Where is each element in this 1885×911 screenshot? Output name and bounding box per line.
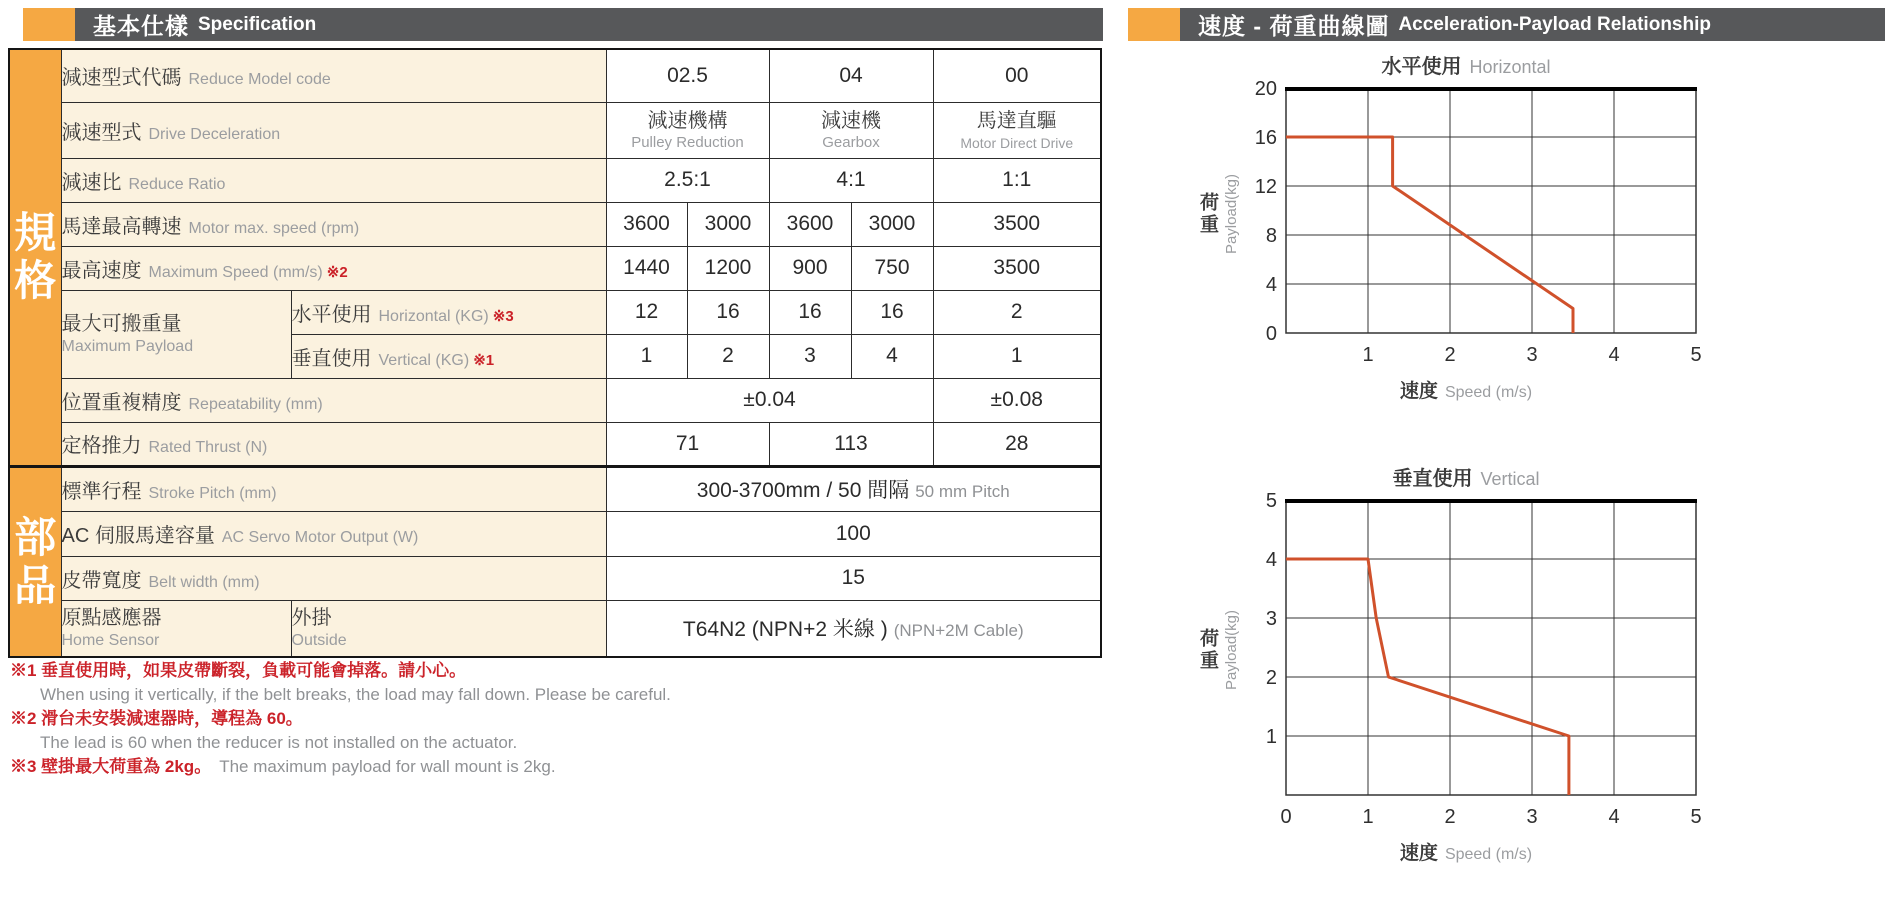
footnote-1-en: When using it vertically, if the belt breaks, the load may fall down. Please be careful. [40,685,671,704]
cell-payload-v-4: 4 [851,334,933,378]
svg-text:4: 4 [1608,806,1620,828]
label-motor-speed: 馬達最高轉速 Motor max. speed (rpm) [61,202,606,246]
row-home-sensor [9,600,1101,657]
footnote-2-en: The lead is 60 when the reducer is not installed on the actuator. [40,733,518,752]
cell-servo-output: 100 [606,511,1101,556]
chart-horizontal-payload [1196,50,1702,403]
label-home-sensor: 原點感應器 Home Sensor [61,600,291,657]
row-belt-width [9,556,1101,600]
chart-title: 垂直使用 Vertical [1392,468,1540,490]
label-payload-horizontal: 水平使用 Horizontal (KG) ※3 [291,290,606,334]
section-label-char: 品 [14,561,57,609]
svg-text:4: 4 [1265,274,1277,296]
footnotes [10,659,671,779]
cell-max-speed-4: 750 [851,246,933,290]
svg-text:3: 3 [1265,608,1277,630]
chart-title: 水平使用 Horizontal [1381,56,1551,78]
cell-thrust-2: 113 [769,422,933,466]
cell-motor-speed-3: 3600 [769,202,851,246]
cell-model-code-1: 02.5 [606,49,769,102]
cell-home-sensor: T64N2 (NPN+2 米線 ) (NPN+2M Cable) [606,600,1101,657]
specification-table [8,48,1102,658]
label-deceleration: 減速型式 Drive Deceleration [61,102,606,158]
label-max-payload: 最大可搬重量 Maximum Payload [61,290,291,378]
svg-text:1: 1 [1265,726,1277,748]
cell-ratio-3: 1:1 [933,158,1101,202]
cell-max-speed-3: 900 [769,246,851,290]
label-stroke: 標準行程 Stroke Pitch (mm) [61,466,606,511]
cell-decel-1: 減速機構 Pulley Reduction [606,102,769,158]
cell-payload-v-5: 1 [933,334,1101,378]
spec-header-title-zh: 基本仕樣 [93,13,189,39]
svg-text:1: 1 [1362,806,1374,828]
cell-thrust-3: 28 [933,422,1101,466]
row-thrust [9,422,1101,466]
label-servo-output: AC 伺服馬達容量 AC Servo Motor Output (W) [61,511,606,556]
cell-max-speed-2: 1200 [687,246,769,290]
cell-repeatability-3: ±0.08 [933,378,1101,422]
svg-text:5: 5 [1265,490,1277,512]
svg-text:5: 5 [1690,806,1702,828]
section-label-char: 部 [14,513,57,561]
plot-area-vertical [1197,490,1702,846]
svg-text:16: 16 [1254,127,1277,149]
section-label-specs [9,49,61,466]
cell-payload-h-2: 16 [687,290,769,334]
cell-model-code-3: 00 [933,49,1101,102]
svg-text:5: 5 [1690,344,1702,366]
cell-payload-h-4: 16 [851,290,933,334]
cell-max-speed-1: 1440 [606,246,687,290]
spec-header-title-en: Specification [198,13,317,35]
svg-text:0: 0 [1265,323,1277,345]
svg-text:12: 12 [1254,176,1277,198]
row-servo-output [9,511,1101,556]
cell-stroke: 300-3700mm / 50 間隔 50 mm Pitch [606,466,1101,511]
x-axis-label: 速度 Speed (m/s) [1399,843,1533,864]
cell-motor-speed-4: 3000 [851,202,933,246]
label-payload-vertical: 垂直使用 Vertical (KG) ※1 [291,334,606,378]
svg-text:4: 4 [1608,344,1620,366]
row-motor-speed [9,202,1101,246]
svg-text:2: 2 [1444,344,1456,366]
cell-payload-v-2: 2 [687,334,769,378]
footnote-2-zh: ※2 滑台未安裝減速器時，導程為 60。 [10,709,303,728]
svg-text:1: 1 [1362,344,1374,366]
svg-text:20: 20 [1254,78,1277,100]
cell-decel-2: 減速機 Gearbox [769,102,933,158]
row-repeatability [9,378,1101,422]
cell-payload-h-1: 12 [606,290,687,334]
chart-vertical-payload [1196,462,1702,865]
svg-text:8: 8 [1265,225,1277,247]
label-thrust: 定格推力 Rated Thrust (N) [61,422,606,466]
row-deceleration [9,102,1101,158]
x-axis-label: 速度 Speed (m/s) [1399,381,1533,402]
footnote-1-zh: ※1 垂直使用時，如果皮帶斷裂，負載可能會掉落。請小心。 [10,661,467,680]
svg-text:3: 3 [1526,806,1538,828]
cell-ratio-2: 4:1 [769,158,933,202]
cell-decel-3: 馬達直驅 Motor Direct Drive [933,102,1101,158]
label-ratio: 減速比 Reduce Ratio [61,158,606,202]
cell-motor-speed-5: 3500 [933,202,1101,246]
cell-ratio-1: 2.5:1 [606,158,769,202]
cell-thrust-1: 71 [606,422,769,466]
curves-header-bar [1128,8,1885,41]
footnote-ref-3: ※3 [492,307,514,325]
section-label-char: 規 [14,209,57,257]
label-sensor-outside: 外掛 Outside [291,600,606,657]
curves-header-title-zh: 速度 - 荷重曲線圖 [1198,13,1390,39]
y-axis-label: 荷重 Payload(kg) [1197,174,1240,255]
cell-payload-v-1: 1 [606,334,687,378]
svg-text:0: 0 [1280,806,1292,828]
y-axis-label: 荷重 Payload(kg) [1197,610,1240,691]
row-model-code [9,49,1101,102]
cell-motor-speed-2: 3000 [687,202,769,246]
svg-text:4: 4 [1265,549,1277,571]
cell-belt-width: 15 [606,556,1101,600]
cell-model-code-2: 04 [769,49,933,102]
curves-header-title-en: Acceleration-Payload Relationship [1398,13,1711,35]
label-belt-width: 皮帶寬度 Belt width (mm) [61,556,606,600]
section-label-parts [9,466,61,657]
cell-motor-speed-1: 3600 [606,202,687,246]
cell-payload-h-3: 16 [769,290,851,334]
footnote-ref-1: ※1 [473,351,495,369]
row-stroke [9,466,1101,511]
cell-repeatability-12: ±0.04 [606,378,933,422]
row-ratio [9,158,1101,202]
footnote-3-en: The maximum payload for wall mount is 2kg. [219,757,556,776]
cell-max-speed-5: 3500 [933,246,1101,290]
section-label-char: 格 [14,257,57,305]
svg-text:2: 2 [1265,667,1277,689]
label-repeatability: 位置重複精度 Repeatability (mm) [61,378,606,422]
svg-text:3: 3 [1526,344,1538,366]
orange-accent-square [23,8,75,41]
cell-payload-v-3: 3 [769,334,851,378]
footnote-3-zh: ※3 壁掛最大荷重為 2kg。 [10,757,212,776]
spec-header-bar [23,8,1103,41]
orange-accent-square [1128,8,1180,41]
label-model-code: 減速型式代碼 Reduce Model code [61,49,606,102]
plot-area-horizontal [1197,78,1702,384]
svg-text:2: 2 [1444,806,1456,828]
footnote-3 [10,755,671,779]
cell-payload-h-5: 2 [933,290,1101,334]
row-max-speed [9,246,1101,290]
label-max-speed: 最高速度 Maximum Speed (mm/s) ※2 [61,246,606,290]
footnote-ref-2: ※2 [326,263,348,281]
row-payload-horizontal [9,290,1101,334]
